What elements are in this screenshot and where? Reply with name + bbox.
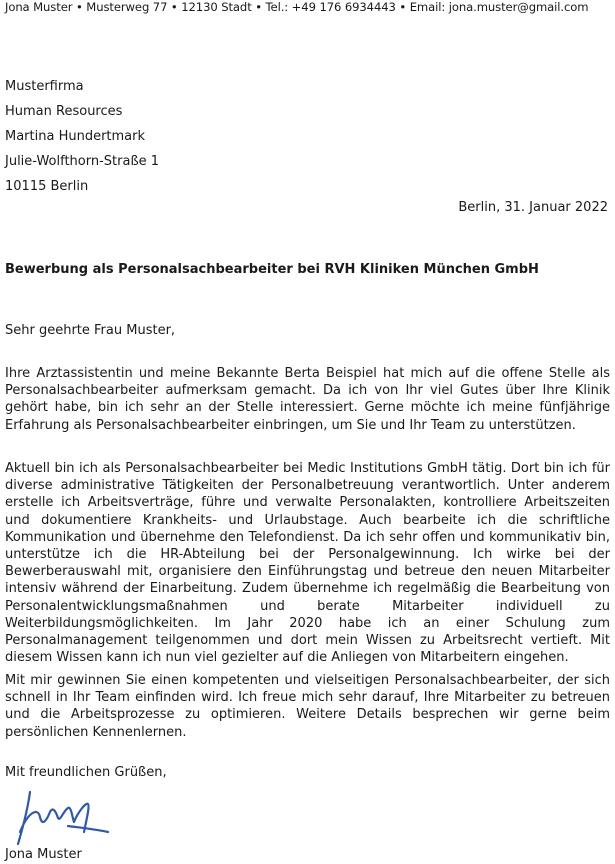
recipient-company: Musterfirma — [5, 79, 84, 94]
recipient-address — [5, 74, 159, 199]
salutation: Sehr geehrte Frau Muster, — [5, 323, 176, 338]
letter-date: Berlin, 31. Januar 2022 — [458, 200, 608, 215]
body-paragraph-1: Ihre Arztassistentin und meine Bekannte Berta Beispiel hat mich auf die offene Stelle als Personalsachbearbeiter aufmerksam gemacht. Da ich von Ihr viel Gutes über Ihre Klinik gehört habe, bin ich sehr an der Stelle interessiert. Gerne möchte ich meine fünfjährige Erfahrung als Personalsachbearbeiter einbringen, um Sie und Ihr Team zu unterstützen. — [5, 366, 610, 433]
recipient-street: Julie-Wolfthorn-Straße 1 — [5, 154, 160, 169]
handwritten-signature — [8, 782, 118, 852]
letter-subject: Bewerbung als Personalsachbearbeiter bei RVH Kliniken München GmbH — [5, 262, 539, 277]
recipient-person: Martina Hundertmark — [5, 129, 146, 144]
body-paragraph-3: Mit mir gewinnen Sie einen kompetenten und vielseitigen Personalsachbearbeiter, der sich schnell in Ihr Team einfinden wird. Ich freue mich sehr darauf, Ihre Mitarbeiter zu betreuen und die Arbeitsprozesse zu optimieren. Weitere Details besprechen wir gerne beim persönlichen Kennenlernen. — [5, 673, 610, 740]
sender-name: Jona Muster — [5, 847, 82, 862]
body-paragraph-2: Aktuell bin ich als Personalsachbearbeiter bei Medic Institutions GmbH tätig. Dort bin ich für diverse administrative Tätigkeiten der Personalbetreuung verantwortlich. Unter anderem erstelle ich Arbeitsverträge, führe und verwalte Personalakten, kontrolliere Arbeitszeiten und dokumentiere Krankheits- und Urlaubstage. Auch bearbeite ich die schriftliche Kommunikation und übernehme den Telefondienst. Da ich sehr offen und kommunikativ bin, unterstütze ich die HR-Abteilung bei der Personalgewinnung. Ich wirke bei der Bewerberauswahl mit, organisiere den Einführungstag und betreue den neuen Mitarbeiter intensiv während der Einarbeitung. Zudem übernehme ich regelmäßig die Bearbeitung von Personalentwicklungsmaßnahmen und berate Mitarbeiter individuell zu Weiterbildungsmöglichkeiten. Im Jahr 2020 habe ich an einer Schulung zum Personalmanagement teilgenommen und dort mein Wissen zu Arbeitsrecht vertieft. Mit diesem Wissen kann ich nun viel gezielter auf die Anliegen von Mitarbeitern eingehen. — [5, 461, 610, 666]
sender-contact-line: Jona Muster • Musterweg 77 • 12130 Stadt • Tel.: +49 176 6934443 • Email: jona.muster@gmail.com — [5, 0, 589, 14]
recipient-department: Human Resources — [5, 104, 123, 119]
signature-stroke — [18, 792, 108, 844]
closing-phrase: Mit freundlichen Grüßen, — [5, 765, 167, 780]
recipient-city: 10115 Berlin — [5, 179, 89, 194]
